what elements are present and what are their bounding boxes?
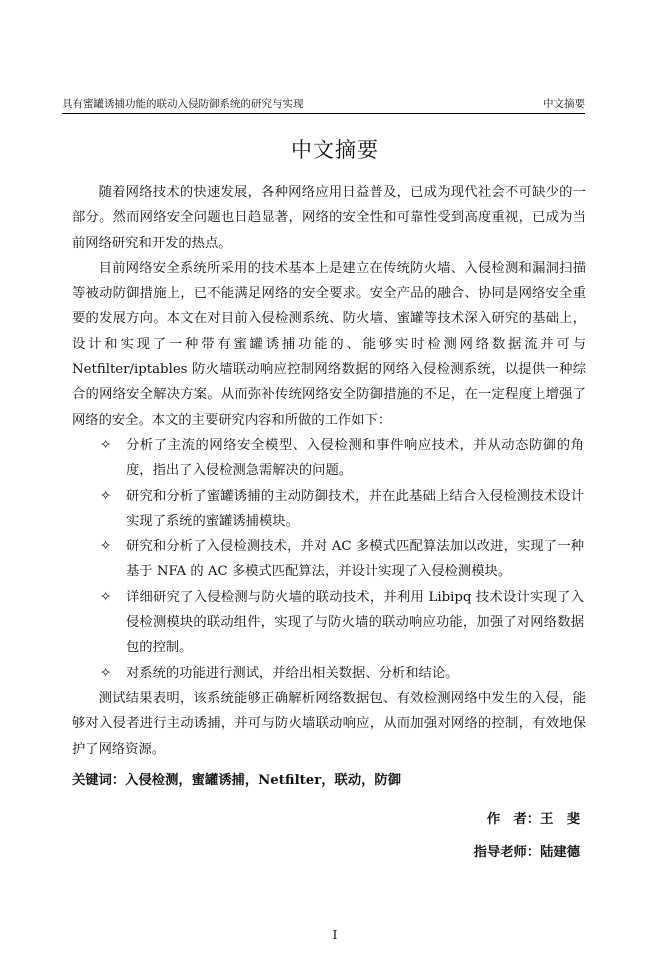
keywords-line: 关键词：入侵检测，蜜罐诱捕，Netfilter，联动，防御: [72, 772, 402, 788]
abstract-body: [72, 180, 586, 866]
page-number: I: [332, 928, 338, 942]
list-item-text: 分析了主流的网络安全模型、入侵检测和事件响应技术，并从动态防御的角度，指出了入侵检测急需解决的问题。: [126, 437, 584, 479]
header-section-name: 中文摘要: [543, 98, 585, 110]
contributions-list: [72, 433, 586, 686]
author-line: 作 者：王 斐: [486, 812, 580, 828]
list-item: [72, 585, 586, 661]
conclusion-paragraph: 测试结果表明，该系统能够正确解析网络数据包、有效检测网络中发生的入侵，能够对入侵者进行主动诱捕，并可与防火墙联动响应，从而加强对网络的控制，有效地保护了网络资源。: [72, 690, 586, 757]
list-item: [72, 534, 586, 585]
diamond-bullet-icon: ✧: [100, 437, 112, 453]
diamond-bullet-icon: ✧: [100, 589, 112, 605]
list-item: [72, 433, 586, 484]
list-item-text: 详细研究了入侵检测与防火墙的联动技术，并利用 Libipq 技术设计实现了入侵检测模块的联动组件，实现了与防火墙的联动响应功能，加强了对网络数据包的控制。: [126, 589, 584, 656]
diamond-bullet-icon: ✧: [100, 665, 112, 681]
advisor-line: 指导老师：陆建德: [473, 845, 580, 861]
list-item-text: 研究和分析了入侵检测技术，并对 AC 多模式匹配算法加以改进，实现了一种基于 NFA 的 AC 多模式匹配算法，并设计实现了入侵检测模块。: [126, 539, 584, 580]
page-title: 中文摘要: [291, 138, 379, 162]
running-header: [62, 96, 585, 114]
list-item: [72, 661, 586, 686]
list-item-text: 研究和分析了蜜罐诱捕的主动防御技术，并在此基础上结合入侵检测技术设计实现了系统的蜜罐诱捕模块。: [126, 488, 584, 529]
header-thesis-title: 具有蜜罐诱捕功能的联动入侵防御系统的研究与实现: [62, 98, 304, 110]
list-item-text: 对系统的功能进行测试，并给出相关数据、分析和结论。: [126, 665, 459, 681]
background-paragraph: 目前网络安全系统所采用的技术基本上是建立在传统防火墙、入侵检测和漏洞扫描等被动防御措施上，已不能满足网络的安全要求。安全产品的融合、协同是网络安全重要的发展方向。本文在对目前入侵检测系统、防火墙、蜜罐等技术深入研究的基础上，设计和实现了一种带有蜜罐诱捕功能的、能够实时检测网络数据流并可与Netfilter/iptables 防火墙联动响应控制网络数据的网络入侵检测系统，以提供一种综合的网络安全解决方案。从而弥补传统网络安全防御措施的不足，在一定程度上增强了网络的安全。本文的主要研究内容和所做的工作如下：: [72, 260, 586, 428]
intro-paragraph: 随着网络技术的快速发展，各种网络应用日益普及，已成为现代社会不可缺少的一部分。然而网络安全问题也日趋显著，网络的安全性和可靠性受到高度重视，已成为当前网络研究和开发的热点。: [72, 185, 586, 251]
list-item: [72, 484, 586, 535]
diamond-bullet-icon: ✧: [100, 488, 112, 504]
diamond-bullet-icon: ✧: [100, 539, 112, 555]
